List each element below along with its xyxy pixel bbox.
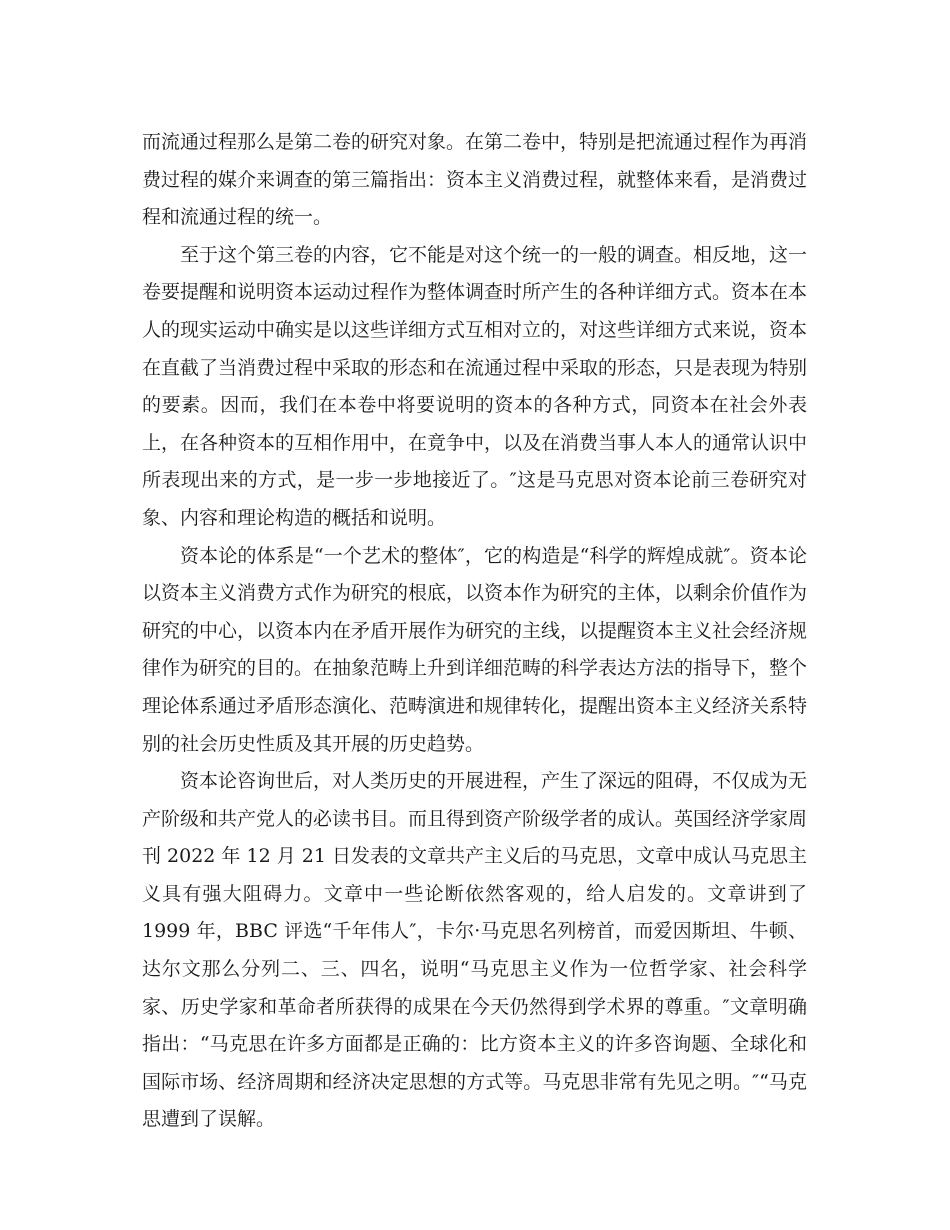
paragraph-2: 至于这个第三卷的内容，它不能是对这个统一的一般的调查。相反地，这一卷要提醒和说明资本运动过程作为整体调查时所产生的各种详细方式。资本在本人的现实运动中确实是以这些详细方式互相对立的，对这些详细方式来说，资本在直截了当消费过程中采取的形态和在流通过程中采取的形态，只是表现为特别的要素。因而，我们在本卷中将要说明的资本的各种方式，同资本在社会外表上，在各种资本的互相作用中，在竟争中，以及在消费当事人本人的通常认识中所表现出来的方式，是一步一步地接近了。″这是马克思对资本论前三卷研究对象、内容和理论构造的概括和说明。 bbox=[142, 243, 808, 529]
paragraph-4: 资本论咨询世后，对人类历史的开展进程，产生了深远的阻碍，不仅成为无产阶级和共产党人的必读书目。而且得到资产阶级学者的成认。英国经济学家周刊 2022 年 12 月 21 日发表的文章共产主义后的马克思，文章中成认马克思主义具有强大阻碍力。文章中一些论断依然客观的，给人启发的。文章讲到了 1999 年，BBC 评选“千年伟人″，卡尔·马克思名列榜首，而爱因斯坦、牛顿、达尔文那么分列二、三、四名，说明“马克思主义作为一位哲学家、社会科学家、历史学家和革命者所获得的成果在今天仍然得到学术界的尊重。″文章明确指出：“马克思在许多方面都是正确的：比方资本主义的许多咨询题、全球化和国际市场、经济周期和经济决定思想的方式等。马克思非常有先见之明。″“马克思遭到了误解。 bbox=[142, 770, 808, 1131]
paragraph-3: 资本论的体系是“一个艺术的整体″，它的构造是“科学的辉煌成就″。资本论以资本主义消费方式作为研究的根底，以资本作为研究的主体，以剩余价值作为研究的中心，以资本内在矛盾开展作为研究的主线，以提醒资本主义社会经济规律作为研究的目的。在抽象范畴上升到详细范畴的科学表达方法的指导下，整个理论体系通过矛盾形态演化、范畴演进和规律转化，提醒出资本主义经济关系特别的社会历史性质及其开展的历史趋势。 bbox=[142, 544, 808, 755]
body-text bbox=[142, 124, 807, 1139]
paragraph-1: 而流通过程那么是第二卷的研究对象。在第二卷中，特别是把流通过程作为再消费过程的媒介来调查的第三篇指出：资本主义消费过程，就整体来看，是消费过程和流通过程的统一。 bbox=[142, 131, 808, 229]
